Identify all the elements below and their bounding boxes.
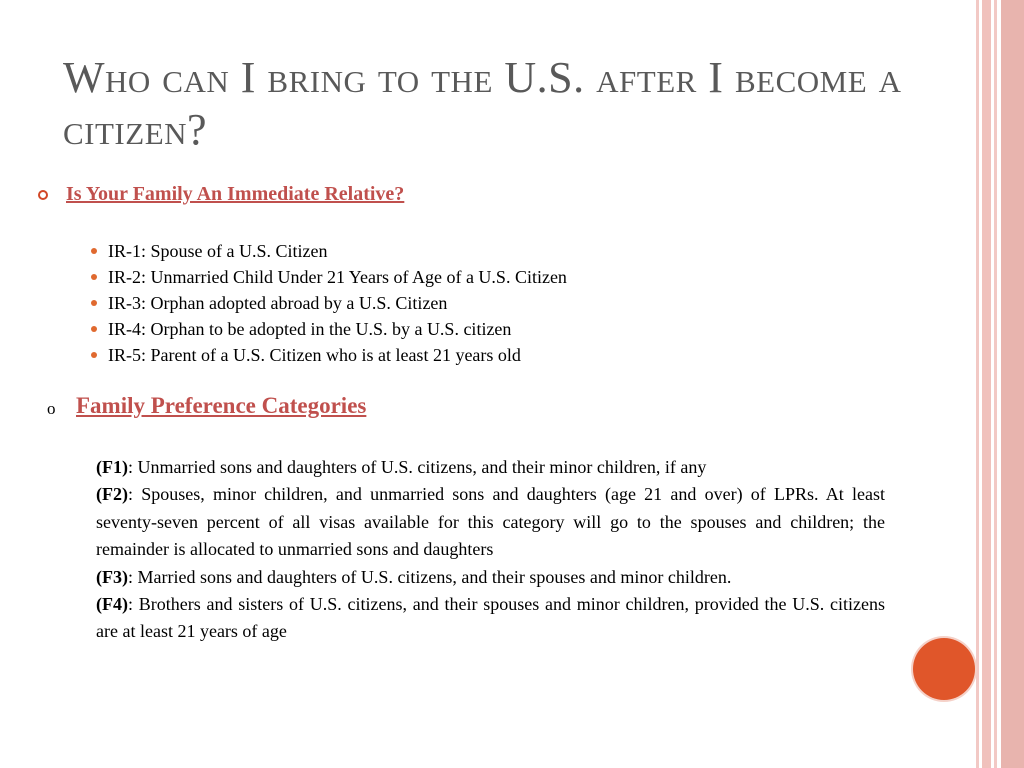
bullet-dot-icon — [91, 326, 97, 332]
preference-entry — [96, 454, 885, 481]
list-item — [91, 264, 567, 290]
stripe — [982, 0, 991, 768]
stripe — [1001, 0, 1024, 768]
bullet-dot-icon — [91, 248, 97, 254]
list-item-text: IR-1: Spouse of a U.S. Citizen — [108, 241, 328, 261]
stripe — [976, 0, 979, 768]
category-code: (F3) — [96, 566, 128, 587]
list-item — [91, 238, 567, 264]
category-text: : Unmarried sons and daughters of U.S. citizens, and their minor children, if any — [127, 457, 707, 477]
preference-categories — [96, 454, 885, 646]
category-text: : Brothers and sisters of U.S. citizens, and their spouses and minor children, provided the U.S. citizens are at least 21 years of age — [96, 594, 885, 642]
list-item-text: IR-4: Orphan to be adopted in the U.S. by a U.S. citizen — [108, 319, 512, 339]
category-text: : Married sons and daughters of U.S. citizens, and their spouses and minor children. — [127, 566, 732, 587]
immediate-relative-heading: Is Your Family An Immediate Relative? — [66, 183, 405, 205]
list-item-text: IR-5: Parent of a U.S. Citizen who is at least 21 years old — [108, 345, 521, 365]
ring-bullet-icon — [38, 190, 48, 200]
bullet-dot-icon — [91, 274, 97, 280]
slide-title: Who can I bring to the U.S. after I become a citizen? — [63, 53, 902, 154]
preference-entry — [96, 591, 885, 646]
immediate-relative-list — [91, 238, 567, 368]
bullet-dot-icon — [91, 352, 97, 358]
stripe — [994, 0, 997, 768]
list-item — [91, 290, 567, 316]
category-code: (F2) — [96, 484, 128, 505]
hollow-bullet: o — [47, 399, 56, 418]
bullet-dot-icon — [91, 300, 97, 306]
preference-entry — [96, 564, 885, 591]
category-text: : Spouses, minor children, and unmarried sons and daughters (age 21 and over) of LPRs. At least seventy-seven percent of all visas available for this category will go to the spouses and children; the remainder is allocated to unmarried sons and daughters — [96, 484, 885, 560]
category-code: (F1) — [96, 457, 128, 477]
family-preference-heading: Family Preference Categories — [76, 393, 367, 418]
list-item — [91, 316, 567, 342]
list-item — [91, 342, 567, 368]
list-item-text: IR-3: Orphan adopted abroad by a U.S. Citizen — [108, 293, 448, 313]
decorative-stripes — [976, 0, 1024, 768]
decorative-orb — [913, 638, 975, 700]
category-code: (F4) — [96, 594, 128, 615]
preference-entry — [96, 481, 885, 563]
list-item-text: IR-2: Unmarried Child Under 21 Years of Age of a U.S. Citizen — [108, 267, 567, 287]
